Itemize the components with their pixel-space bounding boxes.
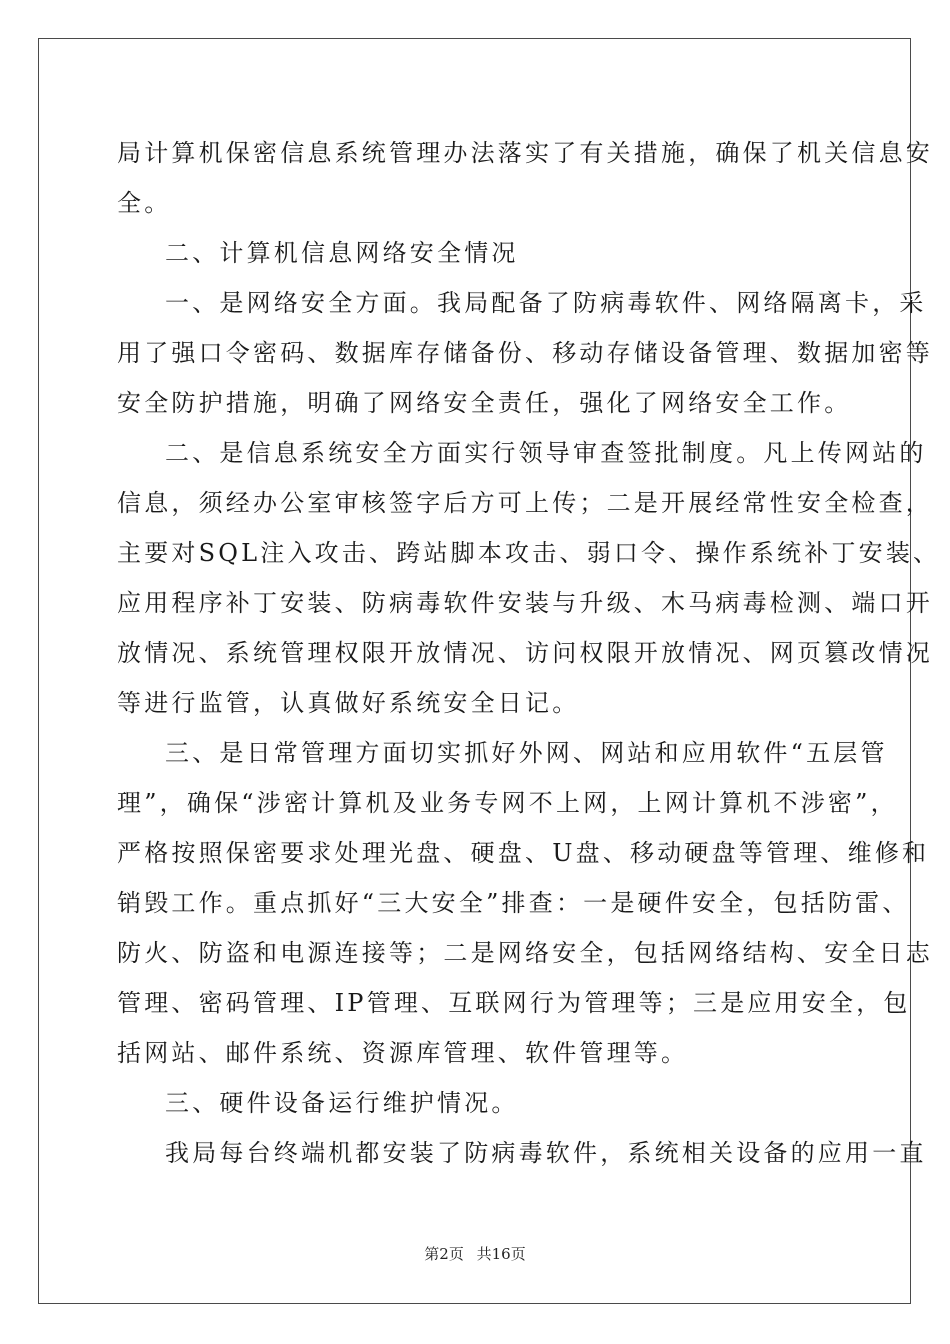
- text-line: 我局每台终端机都安装了防病毒软件，系统相关设备的应用一直: [165, 1139, 927, 1167]
- text-line: 局计算机保密信息系统管理办法落实了有关措施，确保了机关信息安: [117, 139, 933, 167]
- text-line: 防火、防盗和电源连接等；二是网络安全，包括网络结构、安全日志: [117, 939, 933, 967]
- text-line: 一、是网络安全方面。我局配备了防病毒软件、网络隔离卡，采: [165, 289, 927, 317]
- text-line: 用了强口令密码、数据库存储备份、移动存储设备管理、数据加密等: [117, 339, 933, 367]
- text-line: 信息，须经办公室审核签字后方可上传；二是开展经常性安全检查，: [117, 489, 933, 517]
- text-line: 全。: [117, 189, 172, 217]
- text-line: 理”，确保“涉密计算机及业务专网不上网，上网计算机不涉密”，: [117, 789, 898, 817]
- page-number: 第2页: [424, 1245, 464, 1263]
- text-line: 括网站、邮件系统、资源库管理、软件管理等。: [117, 1039, 689, 1067]
- text-line: 安全防护措施，明确了网络安全责任，强化了网络安全工作。: [117, 389, 852, 417]
- page-footer: [0, 1243, 950, 1264]
- text-line: 主要对SQL注入攻击、跨站脚本攻击、弱口令、操作系统补丁安装、: [117, 539, 941, 567]
- text-line: 二、计算机信息网络安全情况: [165, 239, 519, 267]
- text-line: 销毁工作。重点抓好“三大安全”排查：一是硬件安全，包括防雷、: [117, 889, 910, 917]
- text-line: 三、是日常管理方面切实抓好外网、网站和应用软件“五层管: [165, 739, 888, 767]
- page-total: 共16页: [476, 1245, 526, 1263]
- text-line: 三、硬件设备运行维护情况。: [165, 1089, 519, 1117]
- text-line: 应用程序补丁安装、防病毒软件安装与升级、木马病毒检测、端口开: [117, 589, 933, 617]
- text-line: 二、是信息系统安全方面实行领导审查签批制度。凡上传网站的: [165, 439, 927, 467]
- document-body: [117, 128, 941, 1178]
- text-line: 严格按照保密要求处理光盘、硬盘、U盘、移动硬盘等管理、维修和: [117, 839, 930, 867]
- text-line: 管理、密码管理、IP管理、互联网行为管理等；三是应用安全，包: [117, 989, 911, 1017]
- text-line: 等进行监管，认真做好系统安全日记。: [117, 689, 580, 717]
- text-line: 放情况、系统管理权限开放情况、访问权限开放情况、网页篡改情况: [117, 639, 933, 667]
